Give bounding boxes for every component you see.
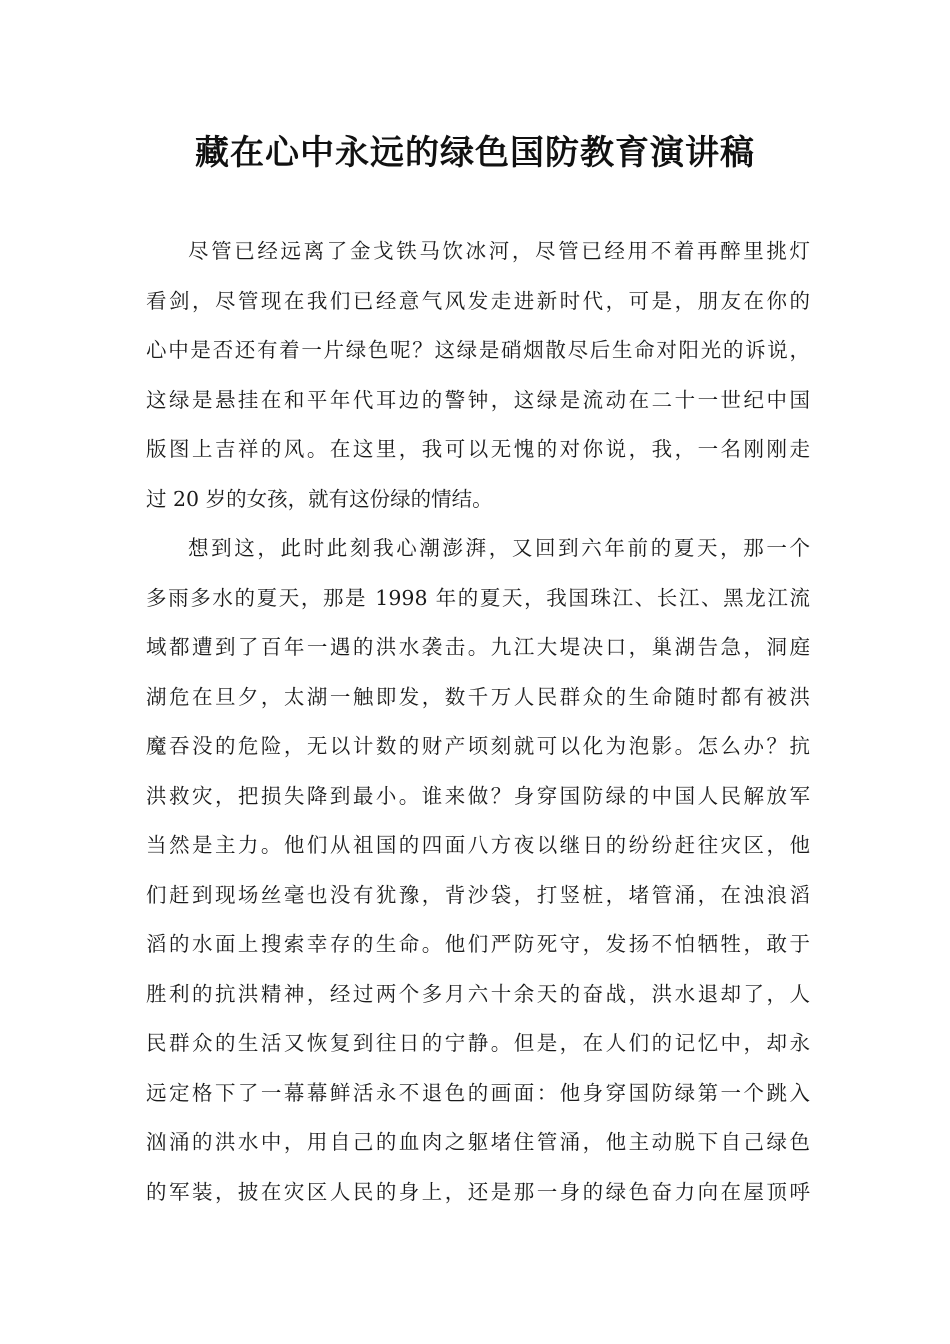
text-line: 洪救灾，把损失降到最小。谁来做？身穿国防绿的中国人民解放军 xyxy=(146,783,810,808)
text-line: 魔吞没的危险，无以计数的财产顷刻就可以化为泡影。怎么办？抗 xyxy=(146,734,810,758)
text-line: 们赶到现场丝毫也没有犹豫，背沙袋，打竖桩，堵管涌，在浊浪滔 xyxy=(146,882,810,907)
text-line: 多雨多水的夏天，那是 1998 年的夏天，我国珠江、长江、黑龙江流 xyxy=(146,585,810,610)
text-line: 民群众的生活又恢复到往日的宁静。但是，在人们的记忆中，却永 xyxy=(146,1031,810,1055)
text-line: 湖危在旦夕，太湖一触即发，数千万人民群众的生命随时都有被洪 xyxy=(146,684,810,709)
document-body xyxy=(146,227,810,1217)
text-line: 汹涌的洪水中，用自己的血肉之躯堵住管涌，他主动脱下自己绿色 xyxy=(146,1130,810,1154)
text-line: 心中是否还有着一片绿色呢？这绿是硝烟散尽后生命对阳光的诉说， xyxy=(146,338,810,362)
text-line: 滔的水面上搜索幸存的生命。他们严防死守，发扬不怕牺牲，敢于 xyxy=(146,932,810,956)
text-line: 的军装，披在灾区人民的身上，还是那一身的绿色奋力向在屋顶呼 xyxy=(146,1179,810,1204)
text-line: 胜利的抗洪精神，经过两个多月六十余天的奋战，洪水退却了，人 xyxy=(146,981,810,1006)
text-line: 过 20 岁的女孩，就有这份绿的情结。 xyxy=(146,486,493,511)
text-line: 当然是主力。他们从祖国的四面八方夜以继日的纷纷赶往灾区，他 xyxy=(146,833,810,857)
text-line: 尽管已经远离了金戈铁马饮冰河，尽管已经用不着再醉里挑灯 xyxy=(188,239,810,263)
text-line: 看剑，尽管现在我们已经意气风发走进新时代，可是，朋友在你的 xyxy=(146,288,810,313)
text-line: 想到这，此时此刻我心潮澎湃，又回到六年前的夏天，那一个 xyxy=(188,536,810,560)
text-line: 这绿是悬挂在和平年代耳边的警钟，这绿是流动在二十一世纪中国 xyxy=(146,387,810,412)
paragraph xyxy=(146,227,810,524)
text-line: 远定格下了一幕幕鲜活永不退色的画面：他身穿国防绿第一个跳入 xyxy=(146,1080,810,1105)
document-title: 藏在心中永远的绿色国防教育演讲稿 xyxy=(195,133,755,173)
text-line: 域都遭到了百年一遇的洪水袭击。九江大堤决口，巢湖告急，洞庭 xyxy=(146,635,810,659)
text-line: 版图上吉祥的风。在这里，我可以无愧的对你说，我，一名刚刚走 xyxy=(146,437,810,461)
paragraph xyxy=(146,524,810,1217)
